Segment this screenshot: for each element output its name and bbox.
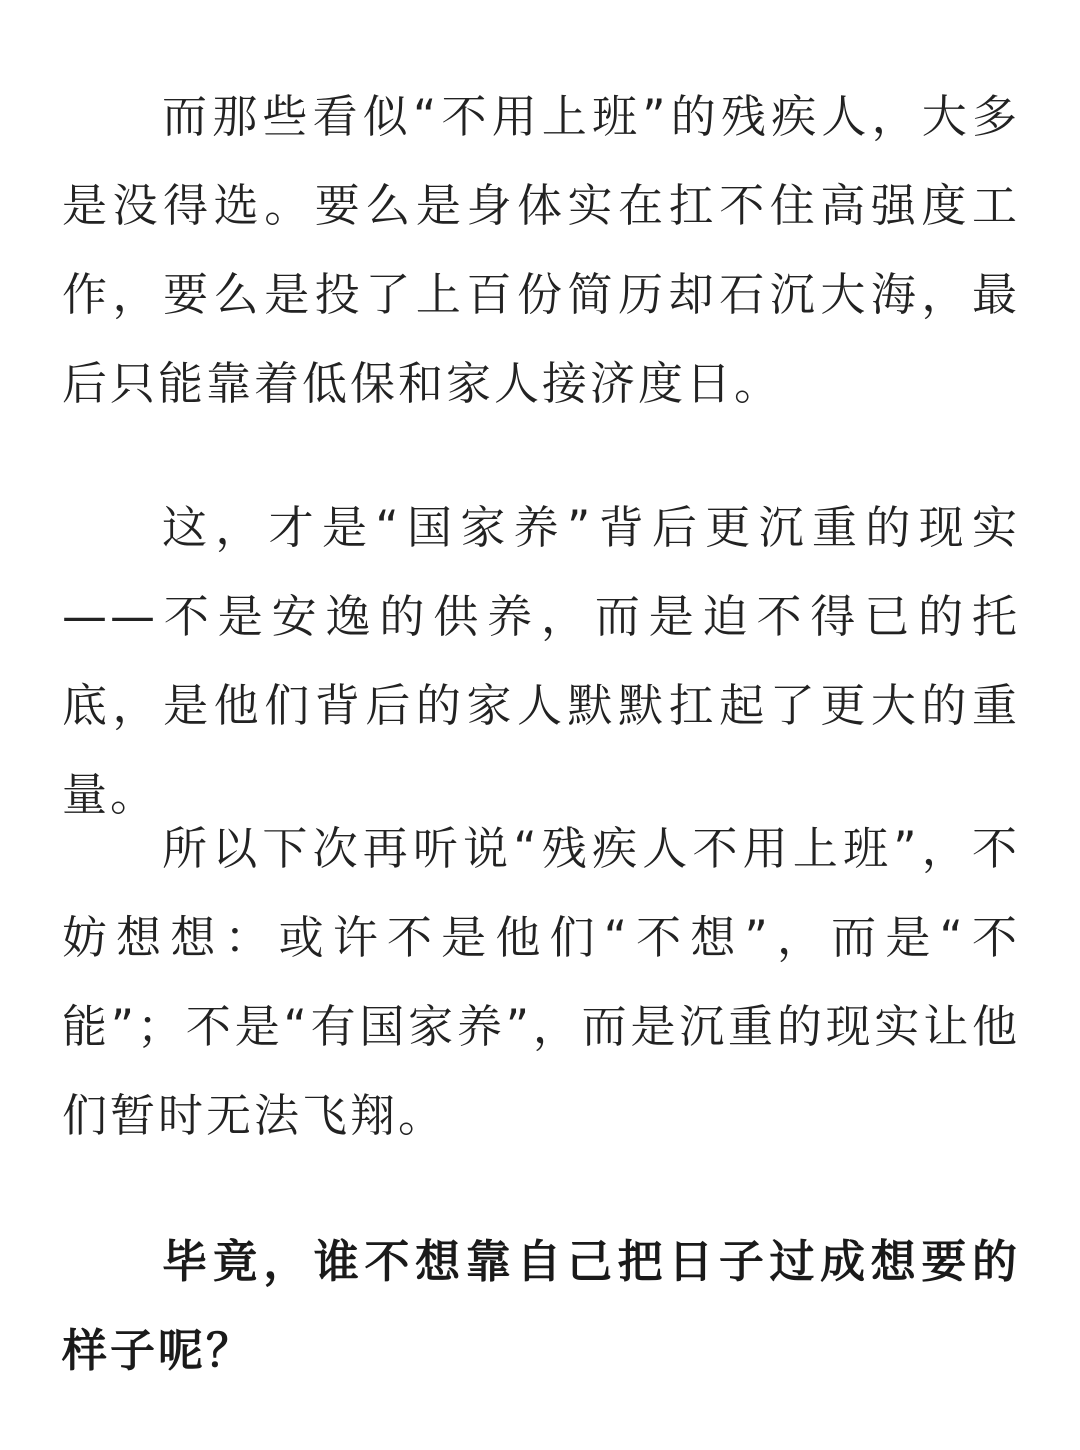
paragraph-3: 所以下次再听说“残疾人不用上班”，不妨想想：或许不是他们“不想”，而是“不能”；不是“有国家养”，而是沉重的现实让他们暂时无法飞翔。 [62, 822, 1020, 1142]
closing-paragraph-bold: 毕竟，谁不想靠自己把日子过成想要的样子呢？ [62, 1235, 1020, 1377]
paragraph-2: 这，才是“国家养”背后更沉重的现实——不是安逸的供养，而是迫不得已的托底，是他们背后的家人默默扛起了更大的重量。 [62, 501, 1020, 821]
paragraph-1: 而那些看似“不用上班”的残疾人，大多是没得选。要么是身体实在扛不住高强度工作，要么是投了上百份简历却石沉大海，最后只能靠着低保和家人接济度日。 [62, 90, 1020, 410]
